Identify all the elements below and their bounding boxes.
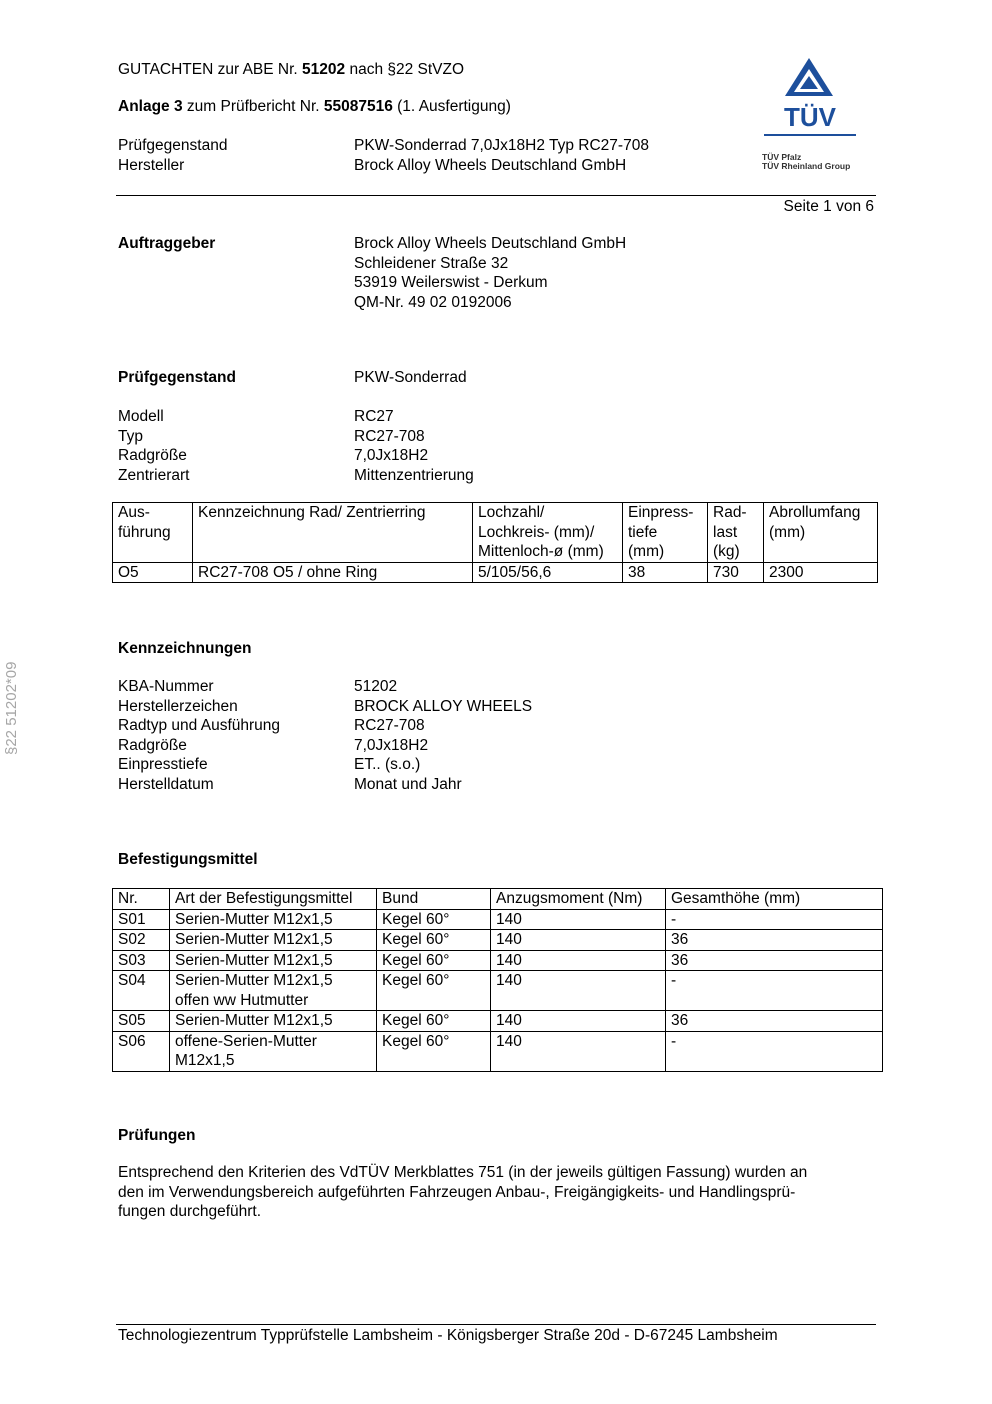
marking-label: KBA-Nummer	[118, 678, 214, 695]
table-cell: Kegel 60°	[377, 909, 491, 930]
table-cell: 36	[666, 930, 883, 951]
header-label: Prüfgegenstand	[118, 137, 228, 154]
footer-divider	[116, 1324, 876, 1325]
address-line: Brock Alloy Wheels Deutschland GmbH	[354, 235, 627, 252]
table-cell: offene-Serien-Mutter M12x1,5	[170, 1031, 377, 1071]
tuev-logo-mark	[762, 56, 858, 138]
table-cell: Kegel 60°	[377, 1011, 491, 1032]
marking-label: Radgröße	[118, 736, 187, 754]
marking-label: Herstellerzeichen	[118, 697, 238, 715]
address-line: 53919 Weilerswist - Derkum	[354, 274, 548, 291]
detail-label: Radgröße	[118, 447, 187, 464]
header-cell: Einpress- tiefe (mm)	[623, 503, 708, 563]
table-cell: Kegel 60°	[377, 930, 491, 951]
logo-sub-1: TÜV Pfalz	[762, 151, 802, 162]
table-cell: -	[666, 909, 883, 930]
detail-label: Typ	[118, 427, 143, 445]
kennzeichnungen-label: Kennzeichnungen	[118, 640, 252, 657]
header-cell: Aus- führung	[113, 503, 193, 563]
qm-number: QM-Nr. 49 02 0192006	[354, 293, 512, 311]
table-cell: Serien-Mutter M12x1,5	[170, 950, 377, 971]
header-prefix: GUTACHTEN zur ABE Nr.	[118, 61, 303, 78]
table-cell: -	[666, 1031, 883, 1071]
table-cell: S05	[113, 1011, 170, 1032]
detail-value: RC27-708	[354, 427, 425, 445]
marking-value: Monat und Jahr	[354, 775, 462, 793]
table-cell: S01	[113, 909, 170, 930]
detail-value: 7,0Jx18H2	[354, 447, 429, 464]
table-cell: Serien-Mutter M12x1,5	[170, 930, 377, 951]
header-value: Brock Alloy Wheels Deutschland GmbH	[354, 156, 627, 174]
logo-subtitle	[762, 153, 858, 172]
table-cell: Serien-Mutter M12x1,5	[170, 1011, 377, 1032]
marking-value: RC27-708	[354, 717, 425, 734]
header-cell: Abrollumfang (mm)	[764, 503, 878, 563]
table-cell: S02	[113, 930, 170, 951]
logo-brand: TÜV	[784, 102, 836, 132]
table-header-row	[113, 889, 883, 910]
marking-value: 7,0Jx18H2	[354, 736, 429, 754]
auftraggeber-label: Auftraggeber	[118, 235, 216, 252]
marking-label: Einpresstiefe	[118, 756, 208, 773]
paragraph-line: Entsprechend den Kriterien des VdTÜV Merkblattes 751 (in der jeweils gültigen Fassung) wurden an	[118, 1164, 808, 1181]
page-indicator: Seite 1 von 6	[783, 198, 874, 215]
header-label: Hersteller	[118, 156, 185, 174]
table-header-row	[113, 503, 878, 563]
header-cell: Kennzeichnung Rad/ Zentrierring	[193, 503, 473, 563]
table-cell: 140	[491, 909, 666, 930]
header-line-2	[118, 97, 511, 117]
detail-label: Modell	[118, 408, 164, 425]
detail-value: Mittenzentrierung	[354, 466, 474, 484]
table-cell: 140	[491, 971, 666, 1011]
marking-value: ET.. (s.o.)	[354, 756, 421, 773]
marking-label: Herstelldatum	[118, 775, 214, 793]
header-cell: Anzugsmoment (Nm)	[491, 889, 666, 910]
table-cell: S04	[113, 971, 170, 1011]
side-text: §22 51202*09	[3, 661, 20, 755]
table-cell: Serien-Mutter M12x1,5	[170, 909, 377, 930]
header-cell: Gesamthöhe (mm)	[666, 889, 883, 910]
table-cell: O5	[113, 562, 193, 583]
table-cell: 730	[708, 562, 764, 583]
pruefgegenstand-label: Prüfgegenstand	[118, 369, 236, 386]
pruefgegenstand-value: PKW-Sonderrad	[354, 369, 467, 386]
paragraph-line: den im Verwendungsbereich aufgeführten Fahrzeugen Anbau-, Freigängigkeits- und Handlingsprü-	[118, 1183, 796, 1201]
marking-value: BROCK ALLOY WHEELS	[354, 697, 533, 715]
table-cell: RC27-708 O5 / ohne Ring	[193, 562, 473, 583]
tuev-logo	[762, 56, 858, 172]
header-cell: Rad- last (kg)	[708, 503, 764, 563]
header-divider	[116, 195, 876, 196]
table-row	[113, 1031, 883, 1071]
table-row	[113, 562, 878, 583]
anlage-suffix: (1. Ausfertigung)	[392, 98, 511, 115]
table-cell: 5/105/56,6	[473, 562, 623, 583]
table-row	[113, 909, 883, 930]
abe-number: 51202	[302, 61, 346, 78]
paragraph-line: fungen durchgeführt.	[118, 1203, 262, 1220]
table-row	[113, 971, 883, 1011]
table-row	[113, 1011, 883, 1032]
table-cell: Kegel 60°	[377, 1031, 491, 1071]
header-cell: Bund	[377, 889, 491, 910]
header-cell: Nr.	[113, 889, 170, 910]
pruefungen-label: Prüfungen	[118, 1127, 196, 1144]
header-line-1	[118, 60, 464, 80]
table-cell: 36	[666, 950, 883, 971]
table-cell: Kegel 60°	[377, 950, 491, 971]
pruefbericht-number: 55087516	[323, 98, 393, 115]
befestigung-label: Befestigungsmittel	[118, 851, 258, 868]
header-suffix: nach §22 StVZO	[345, 61, 465, 78]
fastener-rows	[113, 909, 883, 1071]
table-cell: S06	[113, 1031, 170, 1071]
header-value: PKW-Sonderrad 7,0Jx18H2 Typ RC27-708	[354, 137, 649, 154]
header-cell: Lochzahl/ Lochkreis- (mm)/ Mittenloch-ø (mm)	[473, 503, 623, 563]
anlage-middle: zum Prüfbericht Nr.	[182, 98, 324, 115]
table-cell: Serien-Mutter M12x1,5 offen ww Hutmutter	[170, 971, 377, 1011]
table-cell: 38	[623, 562, 708, 583]
table-cell: Kegel 60°	[377, 971, 491, 1011]
header-cell: Art der Befestigungsmittel	[170, 889, 377, 910]
marking-label: Radtyp und Ausführung	[118, 717, 281, 734]
anlage-label: Anlage 3	[118, 98, 183, 115]
pruefungen-text	[118, 1163, 878, 1222]
table-row	[113, 950, 883, 971]
table-row	[113, 930, 883, 951]
fastener-table	[112, 888, 883, 1072]
address-line: Schleidener Straße 32	[354, 254, 509, 272]
table-cell: 140	[491, 1011, 666, 1032]
table-cell: S03	[113, 950, 170, 971]
table-cell: 36	[666, 1011, 883, 1032]
footer-address: Technologiezentrum Typprüfstelle Lambsheim - Königsberger Straße 20d - D-67245 Lambsheim	[118, 1327, 778, 1344]
table-cell: 140	[491, 930, 666, 951]
marking-value: 51202	[354, 678, 398, 695]
wheel-table	[112, 502, 878, 583]
logo-sub-2: TÜV Rheinland Group	[762, 161, 851, 171]
detail-label: Zentrierart	[118, 466, 190, 484]
table-cell: 140	[491, 950, 666, 971]
table-cell: 140	[491, 1031, 666, 1071]
table-cell: 2300	[764, 562, 878, 583]
table-cell: -	[666, 971, 883, 1011]
detail-value: RC27	[354, 408, 394, 425]
